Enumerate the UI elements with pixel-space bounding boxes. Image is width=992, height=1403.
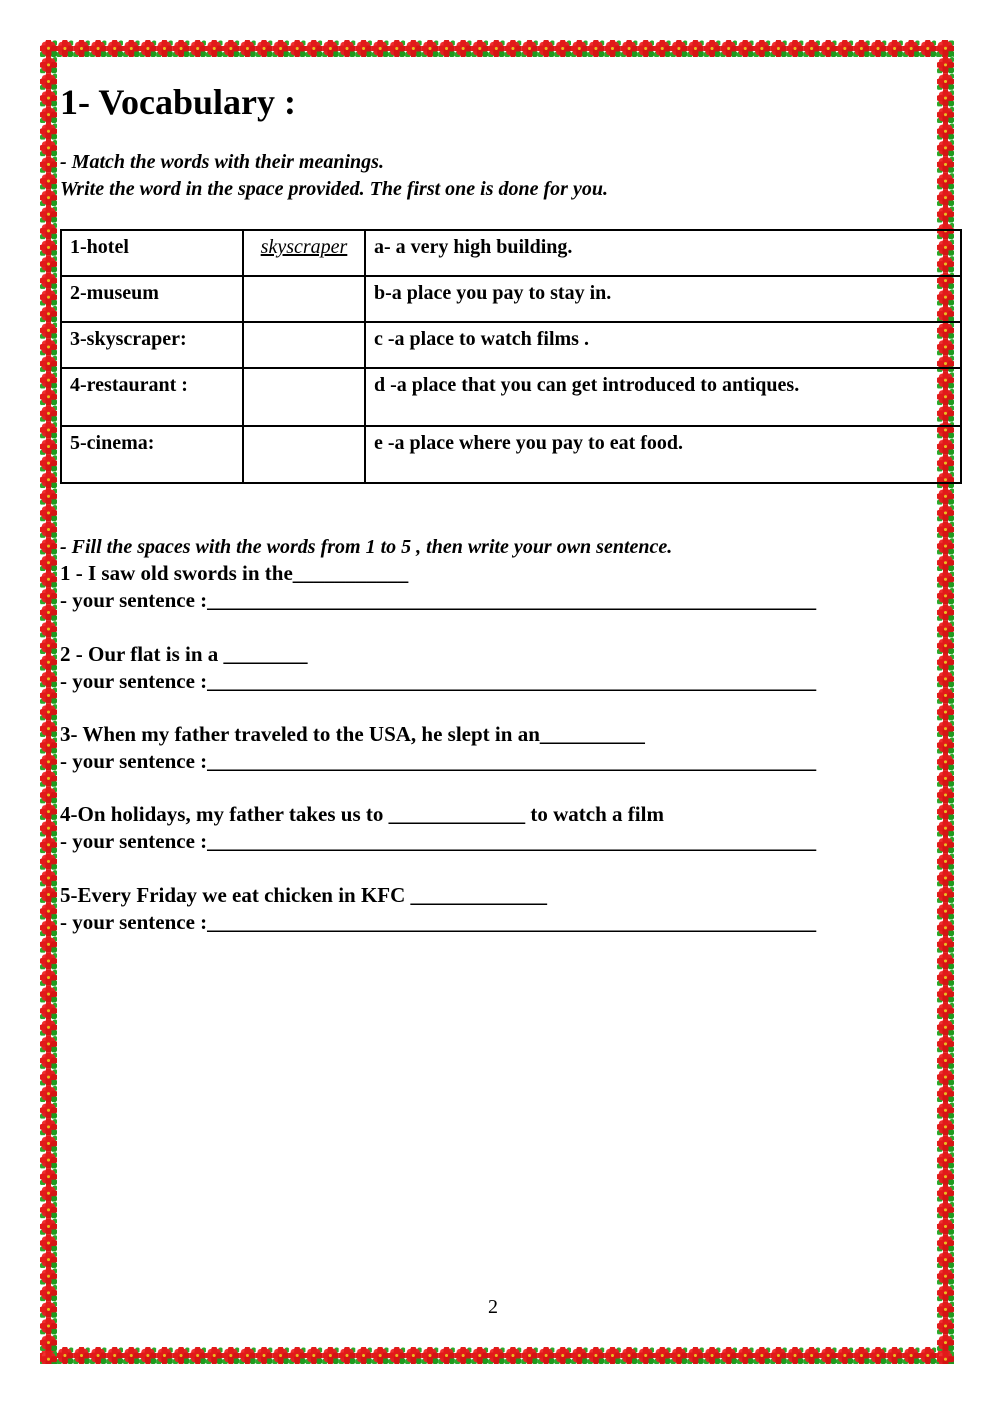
- meaning-cell: d -a place that you can get introduced to antiques.: [365, 368, 961, 426]
- exercise-5-prompt[interactable]: 5-Every Friday we eat chicken in KFC _____________: [60, 883, 548, 907]
- exercise-4-prompt[interactable]: 4-On holidays, my father takes us to _____________ to watch a film: [60, 802, 664, 826]
- word-cell: 3-skyscraper:: [61, 322, 243, 368]
- answer-cell[interactable]: [243, 230, 365, 276]
- exercise-3-prompt[interactable]: 3- When my father traveled to the USA, he slept in an__________: [60, 722, 645, 746]
- meaning-cell: b-a place you pay to stay in.: [365, 276, 961, 322]
- exercise-1-sentence-line[interactable]: - your sentence :__________________________________________________________: [60, 588, 817, 612]
- exercise-2-prompt[interactable]: 2 - Our flat is in a ________: [60, 642, 308, 666]
- answer-text: skyscraper: [260, 236, 348, 258]
- meaning-cell: e -a place where you pay to eat food.: [365, 426, 961, 483]
- matching-table: [60, 229, 962, 484]
- exercise-1-prompt[interactable]: 1 - I saw old swords in the___________: [60, 561, 409, 585]
- page-number: 2: [488, 1296, 498, 1318]
- answer-cell[interactable]: [243, 426, 365, 483]
- fill-instruction: - Fill the spaces with the words from 1 to 5 , then write your own sentence.: [60, 536, 673, 558]
- word-cell: 1-hotel: [61, 230, 243, 276]
- section-title: 1- Vocabulary :: [60, 82, 297, 122]
- poinsettia-border-left-icon: [40, 40, 57, 1364]
- word-cell: 2-museum: [61, 276, 243, 322]
- answer-cell[interactable]: [243, 322, 365, 368]
- meaning-cell: a- a very high building.: [365, 230, 961, 276]
- table-row: [61, 426, 961, 483]
- table-row: [61, 276, 961, 322]
- table-row: [61, 322, 961, 368]
- word-cell: 4-restaurant :: [61, 368, 243, 426]
- answer-cell[interactable]: [243, 276, 365, 322]
- word-cell: 5-cinema:: [61, 426, 243, 483]
- table-row: [61, 368, 961, 426]
- match-instruction-line1: - Match the words with their meanings.: [60, 151, 384, 173]
- exercise-2-sentence-line[interactable]: - your sentence :__________________________________________________________: [60, 669, 817, 693]
- poinsettia-border-top-icon: [40, 40, 954, 57]
- exercise-5-sentence-line[interactable]: - your sentence :__________________________________________________________: [60, 910, 817, 934]
- poinsettia-border-bottom-icon: [40, 1347, 954, 1364]
- answer-cell[interactable]: [243, 368, 365, 426]
- match-instruction-line2: Write the word in the space provided. The first one is done for you.: [60, 178, 608, 200]
- meaning-cell: c -a place to watch films .: [365, 322, 961, 368]
- exercise-4-sentence-line[interactable]: - your sentence :__________________________________________________________: [60, 829, 817, 853]
- table-row: [61, 230, 961, 276]
- exercise-3-sentence-line[interactable]: - your sentence :__________________________________________________________: [60, 749, 817, 773]
